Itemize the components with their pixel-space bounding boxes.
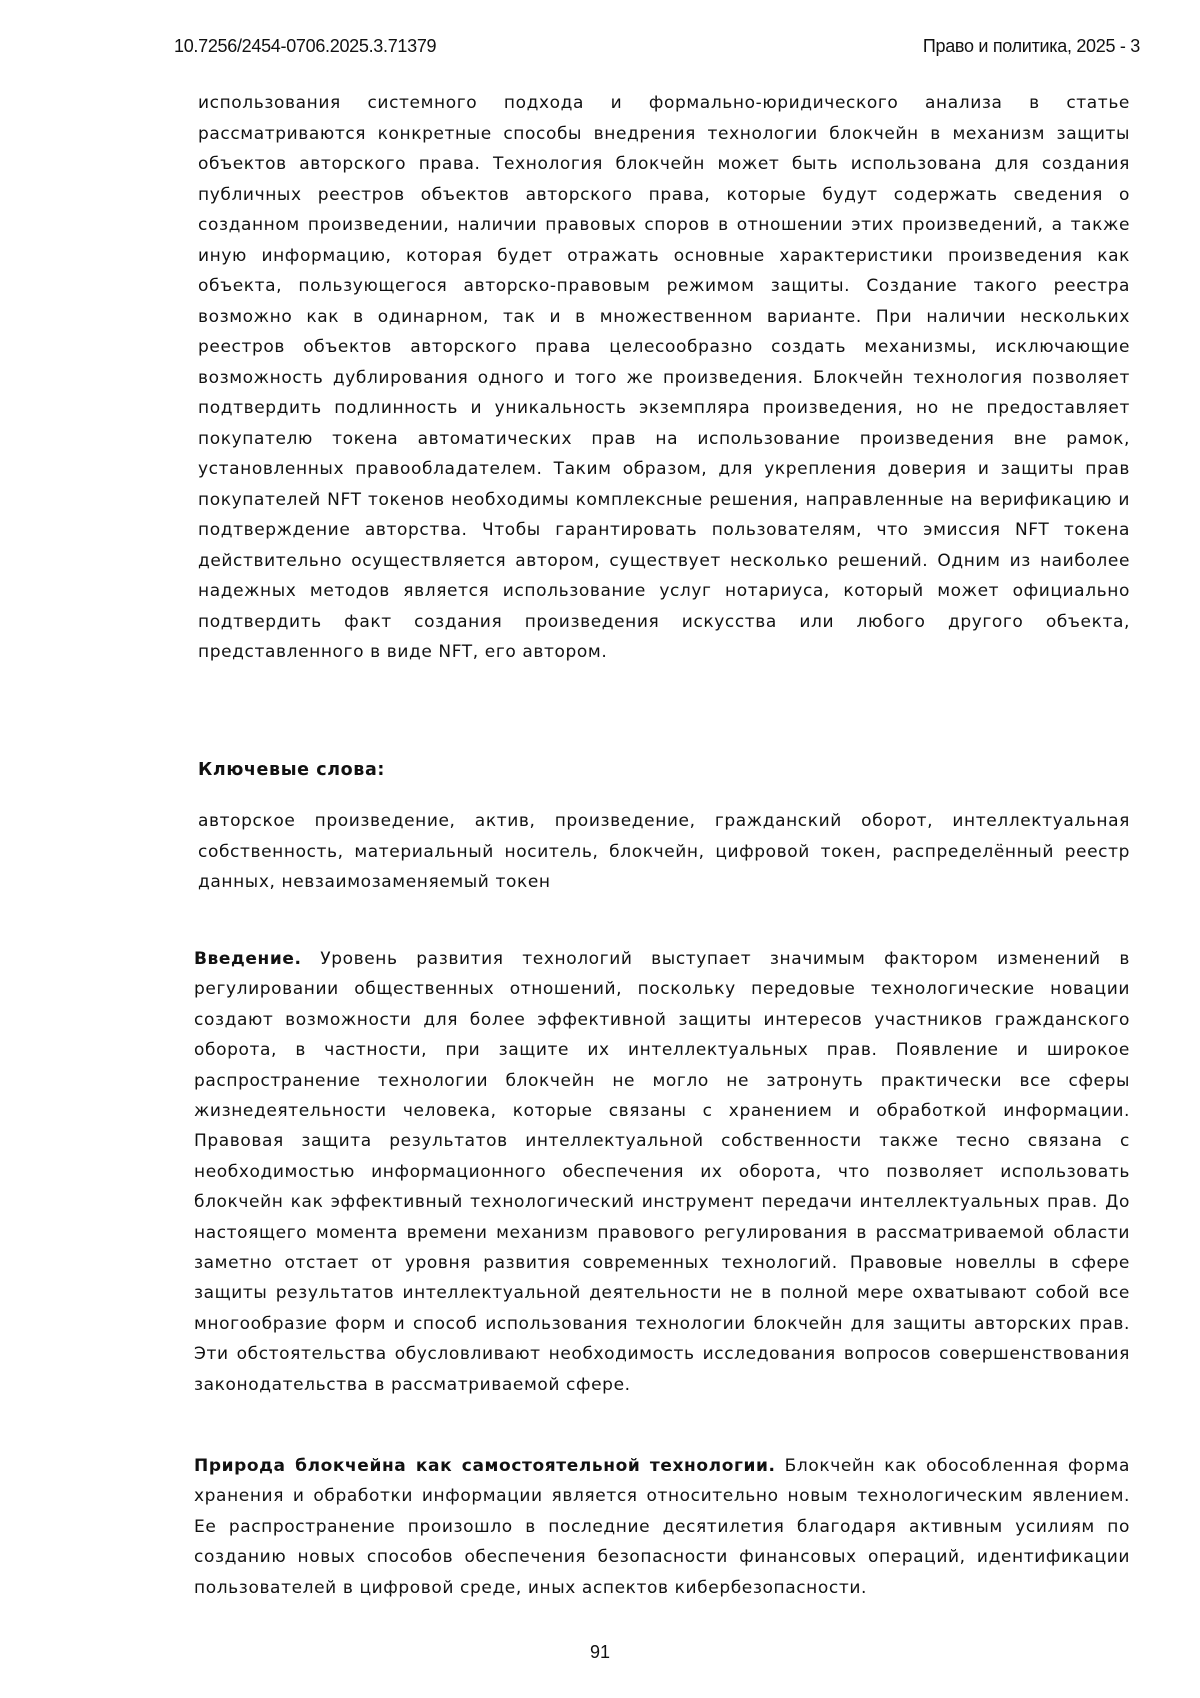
abstract-paragraph: использования системного подхода и формально-юридического анализа в статье рассматриваются конкретные способы внедрения технологии блокчейн в механизм защиты объектов авторского права. Технология блокчейн может быть использована для создания публичных реестров объектов авторского права, которые будут содержать сведения о созданном произведении, наличии правовых споров в отношении этих произведений, а также иную информацию, которая будет отражать основные характеристики произведения как объекта, пользующегося авторско-правовым режимом защиты. Создание такого реестра возможно как в одинарном, так и в множественном варианте. При наличии нескольких реестров объектов авторского права целесообразно создать механизмы, исключающие возможность дублирования одного и того же произведения. Блокчейн технология позволяет подтвердить подлинность и уникальность экземпляра произведения, но не предоставляет покупателю токена автоматических прав на использование произведения вне рамок, установленных правообладателем. Таким образом, для укрепления доверия и защиты прав покупателей NFT токенов необходимы комплексные решения, направленные на верификацию и подтверждение авторства. Чтобы гарантировать пользователям, что эмиссия NFT токена действительно осуществляется автором, существует несколько решений. Одним из наиболее надежных методов является использование услуг нотариуса, который может официально подтвердить факт создания произведения искусства или любого другого объекта, представленного в виде NFT, его автором.: [198, 93, 1130, 662]
doi-label: 10.7256/2454-0706.2025.3.71379: [174, 36, 437, 56]
introduction-paragraph: [194, 944, 1130, 1400]
blockchain-nature-paragraph: [194, 1451, 1130, 1603]
blockchain-nature-heading: Природа блокчейна как самостоятельной технологии.: [194, 1456, 776, 1476]
running-header: [174, 36, 1140, 62]
introduction-text: Уровень развития технологий выступает значимым фактором изменений в регулировании общественных отношений, поскольку передовые технологические новации создают возможности для более эффективной защиты интересов участников гражданского оборота, в частности, при защите их интеллектуальных прав. Появление и широкое распространение технологии блокчейн не могло не затронуть практически все сферы жизнедеятельности человека, которые связаны с хранением и обработкой информации. Правовая защита результатов интеллектуальной собственности также тесно связана с необходимостью информационного обеспечения их оборота, что позволяет использовать блокчейн как эффективный технологический инструмент передачи интеллектуальных прав. До настоящего момента времени механизм правового регулирования в рассматриваемой области заметно отстает от уровня развития современных технологий. Правовые новеллы в сфере защиты результатов интеллектуальной деятельности не в полной мере охватывают собой все многообразие форм и способ использования технологии блокчейн для защиты авторских прав. Эти обстоятельства обусловливают необходимость исследования вопросов совершенствования законодательства в рассматриваемой сфере.: [194, 949, 1130, 1395]
blockchain-nature-text: Блокчейн как обособленная форма хранения и обработки информации является относительно новым технологическим явлением. Ее распространение произошло в последние десятилетия благодаря активным усилиям по созданию новых способов обеспечения безопасности финансовых операций, идентификации пользователей в цифровой среде, иных аспектов кибербезопасности.: [194, 1456, 1130, 1598]
journal-issue-label: Право и политика, 2025 - 3: [922, 36, 1140, 56]
keywords-heading: Ключевые слова:: [198, 760, 385, 780]
keywords-list: авторское произведение, актив, произведение, гражданский оборот, интеллектуальная собственность, материальный носитель, блокчейн, цифровой токен, распределённый реестр данных, невзаимозаменяемый токен: [198, 811, 1130, 892]
page-number: 91: [589, 1642, 611, 1662]
introduction-heading: Введение.: [194, 949, 302, 969]
